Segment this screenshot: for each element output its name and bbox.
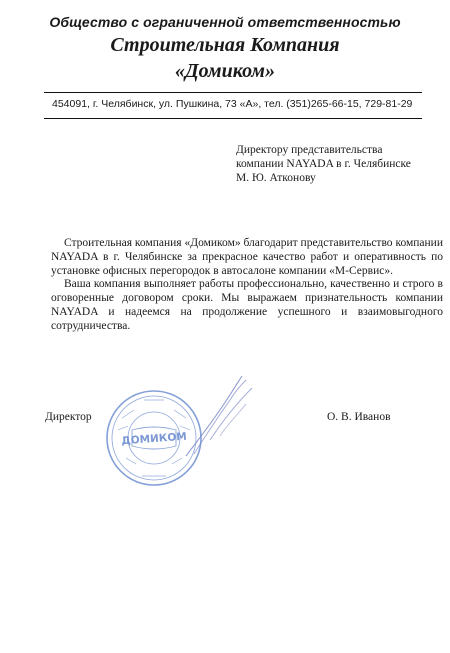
org-legal-form: Общество с ограниченной ответственностью <box>49 14 401 30</box>
addressee-line3: М. Ю. Атконову <box>236 172 316 184</box>
letter-body <box>51 237 443 334</box>
company-name-line2: «Домиком» <box>174 60 276 82</box>
company-address: 454091, г. Челябинск, ул. Пушкина, 73 «А», тел. (351)265-66-15, 729-81-29 <box>52 98 413 110</box>
addressee-block <box>236 143 411 185</box>
header-rule-top <box>44 92 422 93</box>
header-rule-bottom <box>44 118 422 119</box>
addressee-line1: Директору представительства <box>236 144 383 156</box>
signatory-name: О. В. Иванов <box>327 411 391 423</box>
addressee-line2: компании NAYADA в г. Челябинске <box>236 158 411 170</box>
handwritten-signature-icon <box>180 370 260 460</box>
stamp-center-text: ДОМИКОМ <box>120 430 188 448</box>
body-paragraph-2: Ваша компания выполняет работы профессионально, качественно и строго в оговоренные договором сроки. Мы выражаем признательность компании NAYADA и надеемся на продолжение успешного и взаимовыгодного сотрудничества. <box>51 278 443 332</box>
signatory-title: Директор <box>45 411 92 423</box>
company-name-line1: Строительная Компания <box>110 34 340 56</box>
body-paragraph-1: Строительная компания «Домиком» благодарит представительство компании NAYADA в г. Челябинске за прекрасное качество работ и оперативность по установке офисных перегородок в автосалоне компании «М-Сервис». <box>51 237 443 277</box>
company-name <box>0 32 450 84</box>
